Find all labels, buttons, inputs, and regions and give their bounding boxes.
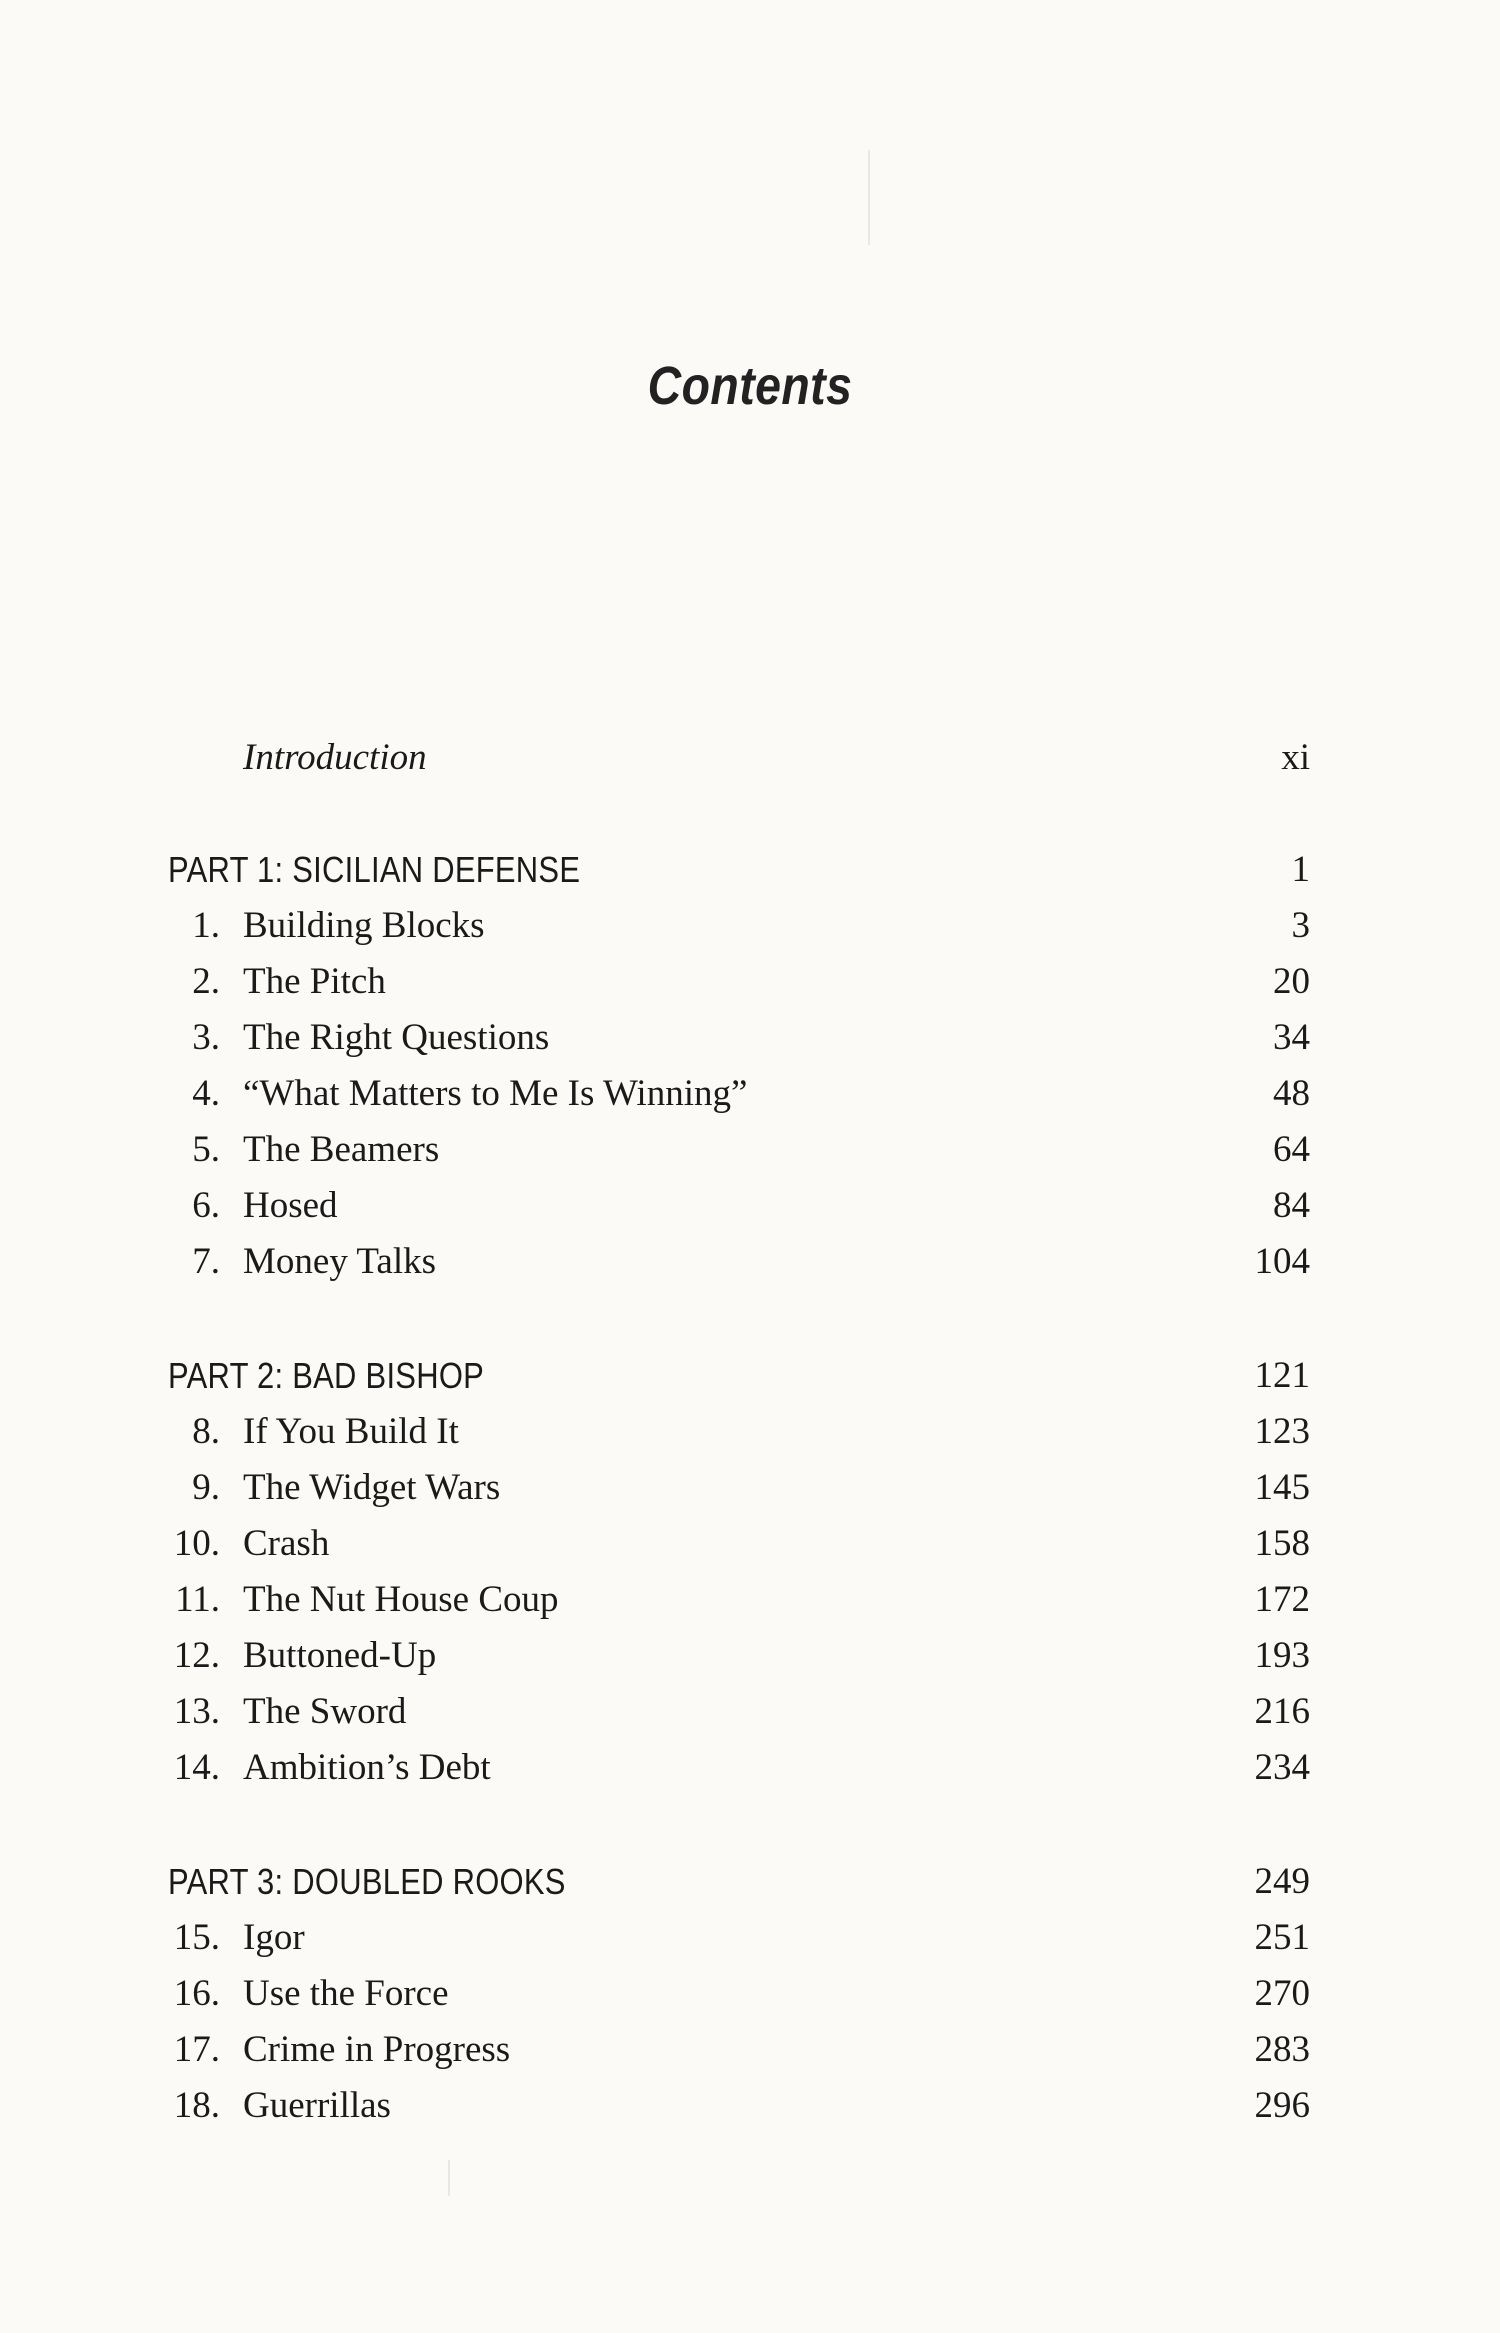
toc-chapter-row[interactable] xyxy=(0,1966,1500,2022)
toc-chapter-row[interactable] xyxy=(0,1516,1500,1572)
chapter-title: Money Talks xyxy=(243,1241,437,1282)
chapter-number: 8. xyxy=(192,1411,220,1452)
chapter-page: 145 xyxy=(1254,1467,1310,1508)
chapter-title: Building Blocks xyxy=(243,905,485,946)
toc-part-title: PART 3: DOUBLED ROOKS xyxy=(168,1861,566,1902)
chapter-page: 296 xyxy=(1254,2085,1310,2126)
chapter-page: 20 xyxy=(1273,961,1310,1002)
chapter-page: 193 xyxy=(1254,1635,1310,1676)
chapter-number: 15. xyxy=(173,1917,220,1958)
chapter-page: 158 xyxy=(1254,1523,1310,1564)
toc-chapter-row[interactable] xyxy=(0,1460,1500,1516)
chapter-page: 216 xyxy=(1254,1691,1310,1732)
chapter-page: 251 xyxy=(1254,1917,1310,1958)
toc-chapter-row[interactable] xyxy=(0,1066,1500,1122)
toc-chapter-row[interactable] xyxy=(0,2022,1500,2078)
chapter-title: The Sword xyxy=(243,1691,407,1732)
toc-chapter-row[interactable] xyxy=(0,1178,1500,1234)
toc-chapter-row[interactable] xyxy=(0,898,1500,954)
chapter-page: 3 xyxy=(1291,905,1310,946)
toc-part-page: 249 xyxy=(1254,1861,1310,1902)
chapter-page: 283 xyxy=(1254,2029,1310,2070)
toc-chapter-row[interactable] xyxy=(0,1910,1500,1966)
scan-mark xyxy=(868,150,870,245)
chapter-number: 11. xyxy=(175,1579,220,1620)
chapter-number: 1. xyxy=(192,905,220,946)
chapter-title: Igor xyxy=(243,1917,305,1958)
chapter-page: 270 xyxy=(1254,1973,1310,2014)
chapter-number: 10. xyxy=(173,1523,220,1564)
chapter-title: The Nut House Coup xyxy=(243,1579,559,1620)
toc-chapter-row[interactable] xyxy=(0,1740,1500,1796)
chapter-number: 16. xyxy=(173,1973,220,2014)
chapter-title: Buttoned-Up xyxy=(243,1635,437,1676)
chapter-title: The Widget Wars xyxy=(243,1467,501,1508)
chapter-page: 104 xyxy=(1254,1241,1310,1282)
toc-part-page: 121 xyxy=(1254,1355,1310,1396)
toc-entry-title: Introduction xyxy=(243,737,427,778)
chapter-page: 64 xyxy=(1273,1129,1310,1170)
toc-chapter-row[interactable] xyxy=(0,1010,1500,1066)
chapter-page: 234 xyxy=(1254,1747,1310,1788)
chapter-number: 5. xyxy=(192,1129,220,1170)
chapter-page: 48 xyxy=(1273,1073,1310,1114)
page-title: Contents xyxy=(647,356,853,416)
toc-entry-page: xi xyxy=(1281,737,1310,778)
chapter-number: 4. xyxy=(192,1073,220,1114)
chapter-number: 9. xyxy=(192,1467,220,1508)
toc-chapter-row[interactable] xyxy=(0,1572,1500,1628)
toc-part-title: PART 2: BAD BISHOP xyxy=(168,1355,485,1396)
chapter-number: 3. xyxy=(192,1017,220,1058)
toc-part-heading[interactable] xyxy=(0,1854,1500,1910)
toc-part-page: 1 xyxy=(1291,849,1310,890)
chapter-page: 172 xyxy=(1254,1579,1310,1620)
chapter-number: 14. xyxy=(173,1747,220,1788)
toc-entry-introduction[interactable] xyxy=(0,730,1500,786)
chapter-title: The Pitch xyxy=(243,961,386,1002)
chapter-number: 7. xyxy=(192,1241,220,1282)
toc-chapter-row[interactable] xyxy=(0,1404,1500,1460)
chapter-title: Crash xyxy=(243,1523,330,1564)
chapter-title: “What Matters to Me Is Winning” xyxy=(243,1073,748,1114)
scan-mark xyxy=(448,2160,450,2196)
toc-chapter-row[interactable] xyxy=(0,2078,1500,2134)
chapter-page: 84 xyxy=(1273,1185,1310,1226)
toc-chapter-row[interactable] xyxy=(0,1122,1500,1178)
chapter-title: Crime in Progress xyxy=(243,2029,511,2070)
chapter-title: If You Build It xyxy=(243,1411,459,1452)
chapter-title: Hosed xyxy=(243,1185,338,1226)
chapter-title: The Right Questions xyxy=(243,1017,550,1058)
chapter-number: 2. xyxy=(192,961,220,1002)
chapter-number: 17. xyxy=(173,2029,220,2070)
toc-chapter-row[interactable] xyxy=(0,954,1500,1010)
chapter-number: 6. xyxy=(192,1185,220,1226)
toc-chapter-row[interactable] xyxy=(0,1628,1500,1684)
toc-chapter-row[interactable] xyxy=(0,1234,1500,1290)
toc-part-heading[interactable] xyxy=(0,842,1500,898)
chapter-title: Ambition’s Debt xyxy=(243,1747,491,1788)
chapter-title: The Beamers xyxy=(243,1129,440,1170)
chapter-number: 18. xyxy=(173,2085,220,2126)
chapter-page: 123 xyxy=(1254,1411,1310,1452)
toc-part-heading[interactable] xyxy=(0,1348,1500,1404)
chapter-page: 34 xyxy=(1273,1017,1310,1058)
chapter-title: Guerrillas xyxy=(243,2085,391,2126)
chapter-title: Use the Force xyxy=(243,1973,449,2014)
chapter-number: 13. xyxy=(173,1691,220,1732)
chapter-number: 12. xyxy=(173,1635,220,1676)
toc-chapter-row[interactable] xyxy=(0,1684,1500,1740)
toc-part-title: PART 1: SICILIAN DEFENSE xyxy=(168,849,581,890)
